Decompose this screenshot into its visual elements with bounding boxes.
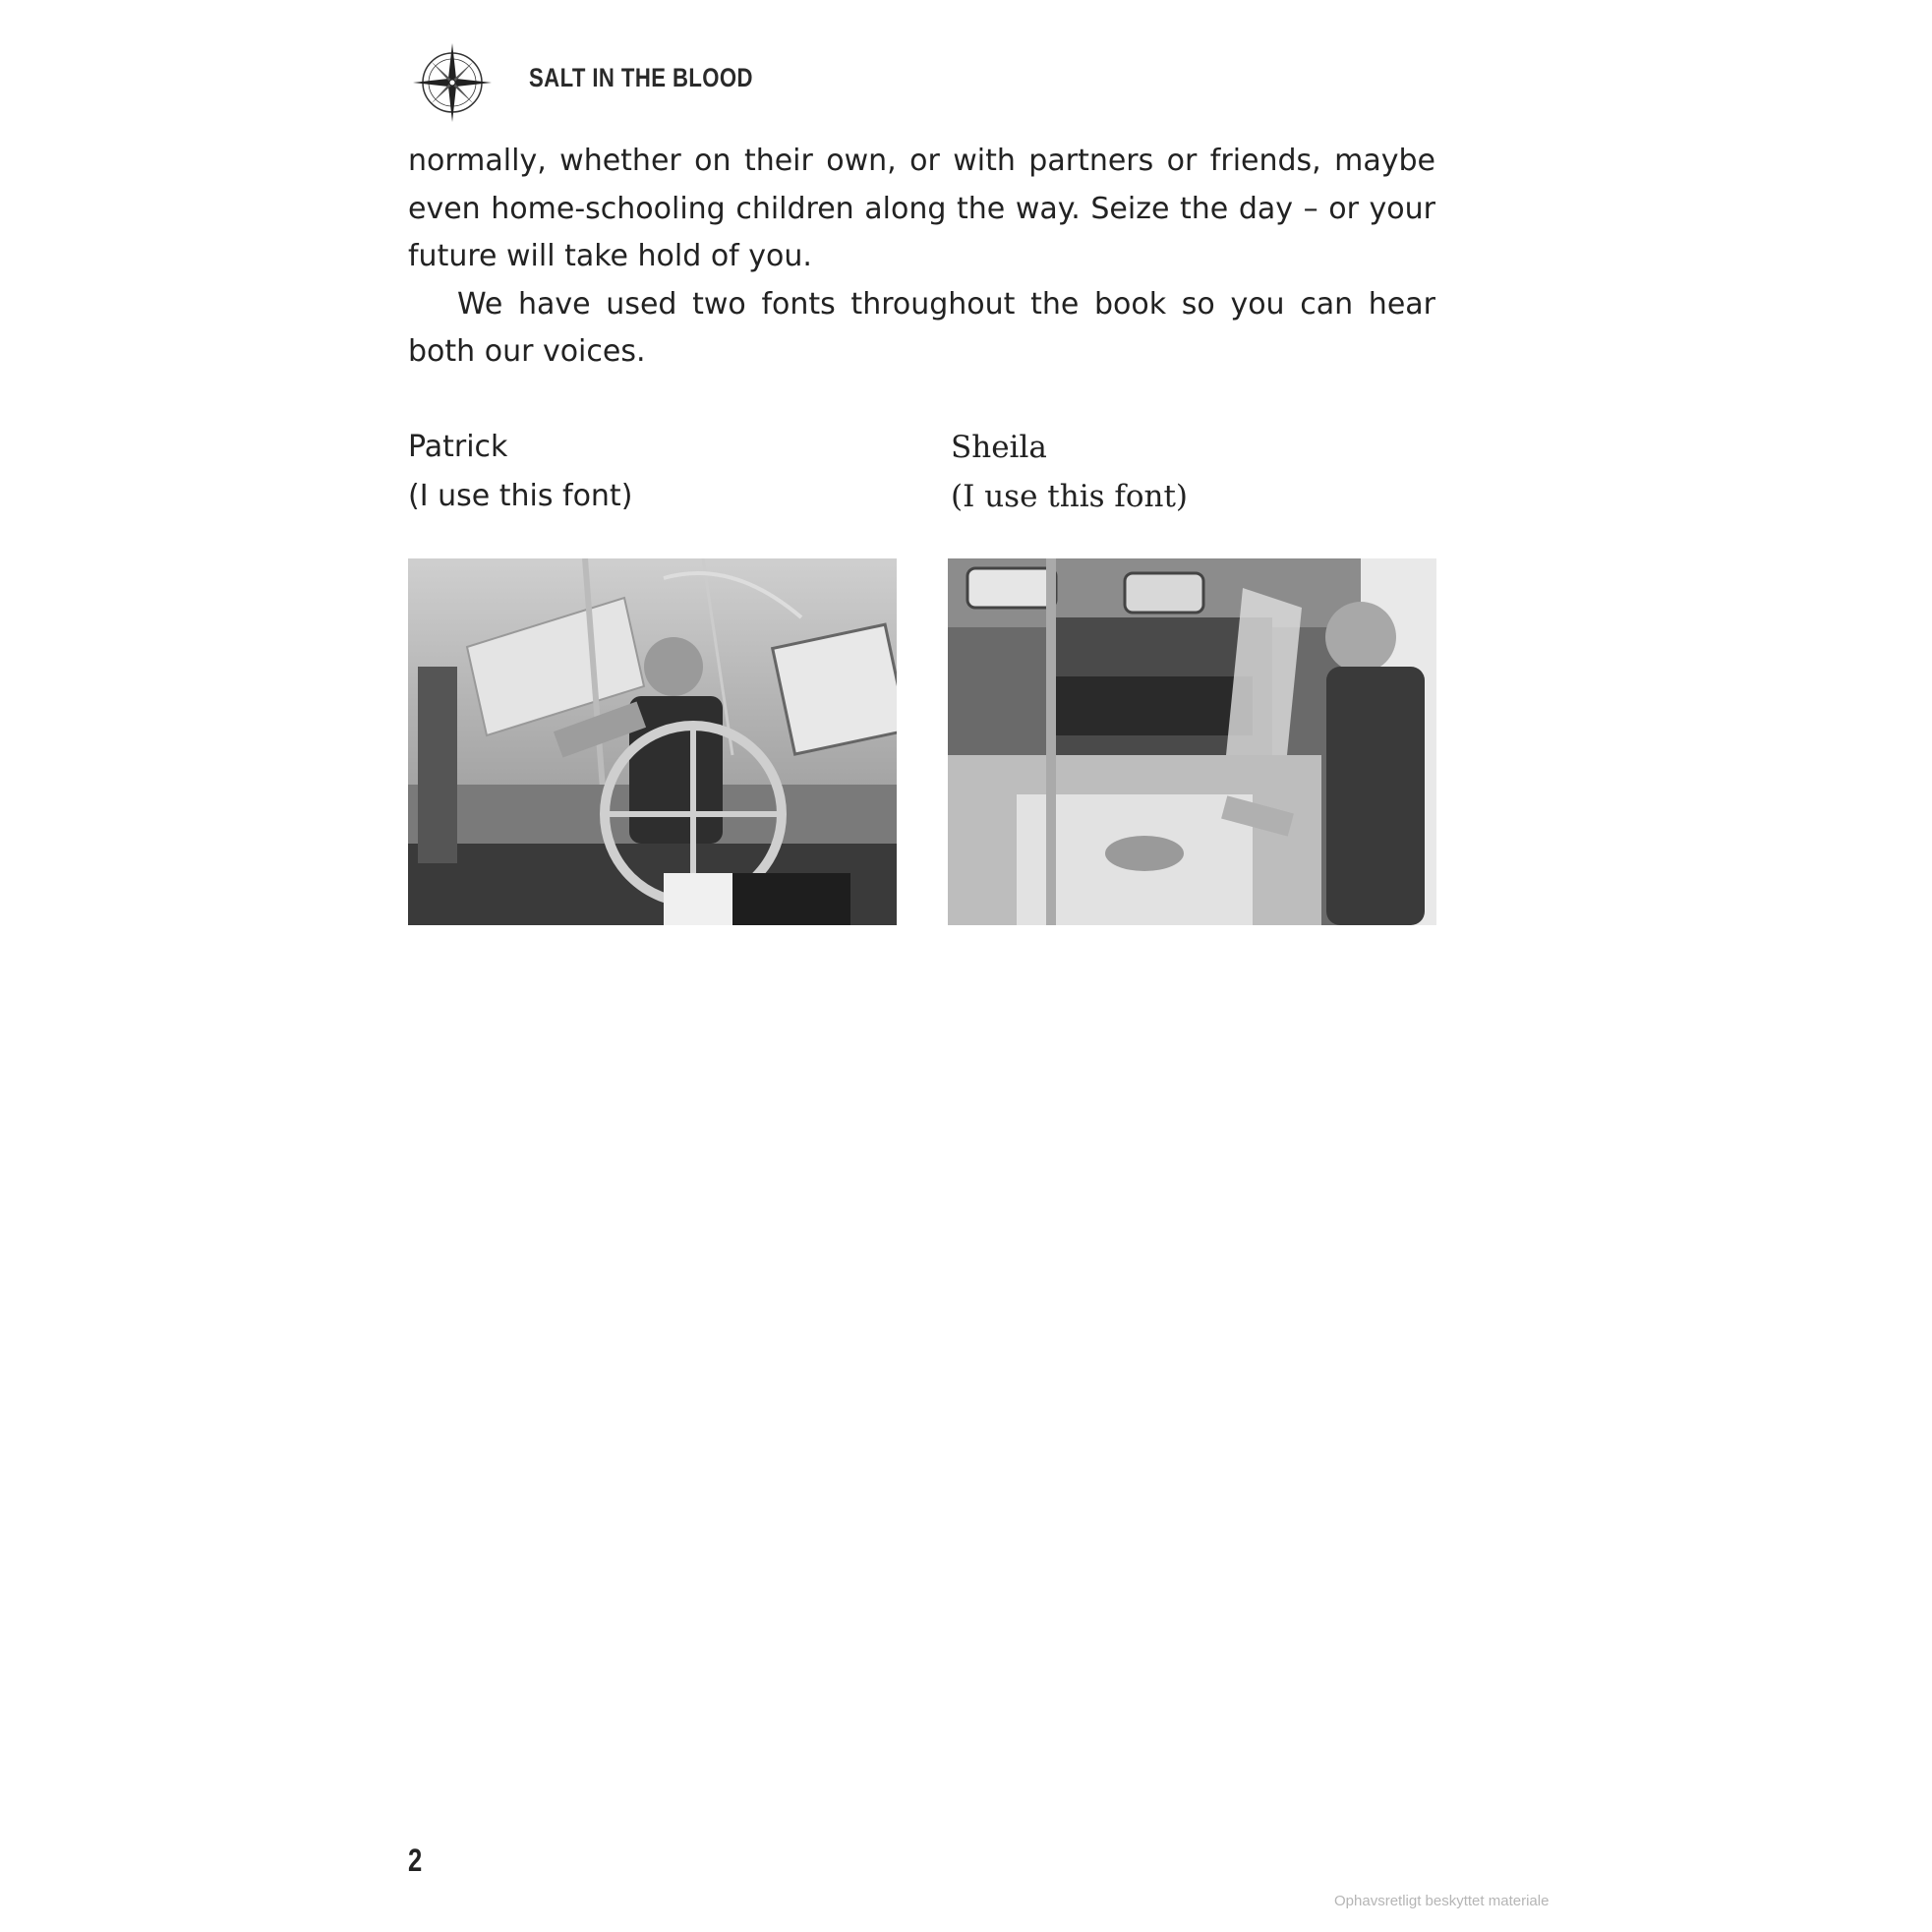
running-head: SALT IN THE BLOOD: [529, 63, 753, 92]
sheila-font-note: (I use this font): [951, 479, 1189, 514]
patrick-font-note: (I use this font): [408, 479, 633, 513]
paragraph: normally, whether on their own, or with partners or friends, maybe even home-schooling children along the way. Seize the day – or your future will take hold of you.: [408, 144, 1435, 273]
photo-man-at-helm: [408, 558, 897, 925]
page-number: 2: [408, 1843, 423, 1878]
sheila-font-sample: [951, 423, 1188, 521]
compass-rose-icon: [405, 35, 499, 130]
sheila-name: Sheila: [951, 430, 1047, 465]
patrick-font-sample: [408, 423, 632, 521]
patrick-name: Patrick: [408, 430, 508, 464]
photo-woman-in-galley: [948, 558, 1436, 925]
paragraph: We have used two fonts throughout the book so you can hear both our voices.: [408, 286, 1435, 369]
body-text: [408, 138, 1435, 377]
rights-notice: Ophavsretligt beskyttet materiale: [1334, 1893, 1550, 1909]
